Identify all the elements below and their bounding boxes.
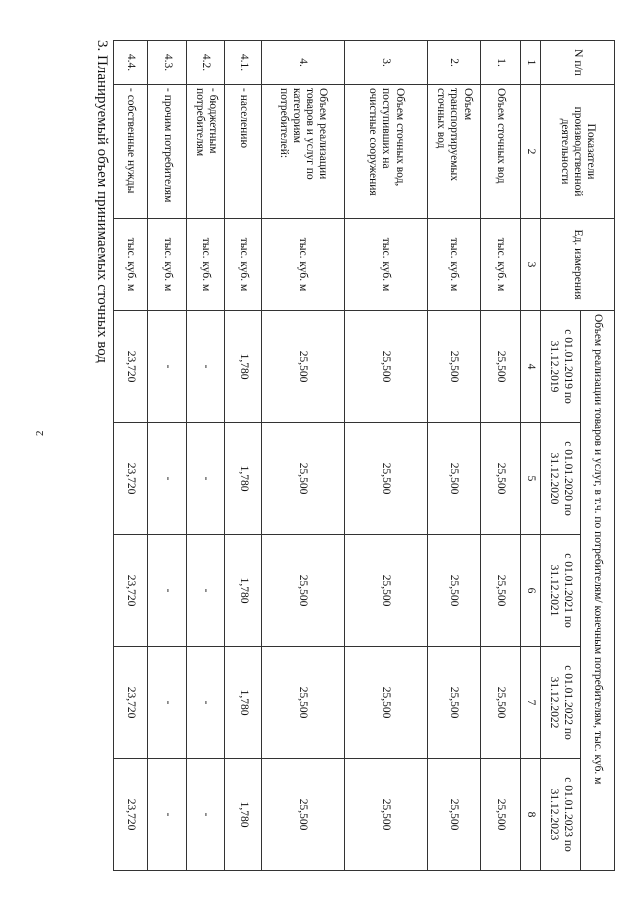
row-indicator: - бюджетным потребителям <box>186 85 224 219</box>
row-num: 4. <box>261 41 344 85</box>
row-num: 2. <box>427 41 480 85</box>
header-period: с 01.01.2020 по 31.12.2020 <box>541 423 581 535</box>
row-value: 25,500 <box>344 311 427 423</box>
row-value: 25,500 <box>344 423 427 535</box>
row-value: - <box>148 423 186 535</box>
row-indicator: Объем сточных вод <box>480 85 520 219</box>
row-value: - <box>186 311 224 423</box>
table-row <box>186 41 224 871</box>
column-index: 8 <box>521 759 541 871</box>
table-row <box>225 41 261 871</box>
section-title: 3. Планируемый объем принимаемых сточных вод <box>94 40 110 363</box>
row-num: 3. <box>344 41 427 85</box>
row-value: 25,500 <box>344 759 427 871</box>
row-indicator: - прочим потребителям <box>148 85 186 219</box>
row-value: 25,500 <box>427 535 480 647</box>
row-value: - <box>148 759 186 871</box>
column-index: 5 <box>521 423 541 535</box>
header-num: N п/п <box>541 41 615 85</box>
row-value: 25,500 <box>261 759 344 871</box>
row-value: 1,780 <box>225 423 261 535</box>
row-indicator: - собственные нужды <box>114 85 148 219</box>
row-value: 25,500 <box>480 423 520 535</box>
table-row <box>148 41 186 871</box>
row-value: - <box>148 311 186 423</box>
row-value: 23,720 <box>114 311 148 423</box>
table-row <box>114 41 148 871</box>
row-value: 23,720 <box>114 535 148 647</box>
header-period: с 01.01.2019 по 31.12.2019 <box>541 311 581 423</box>
header-period: с 01.01.2023 по 31.12.2023 <box>541 759 581 871</box>
row-num: 4.1. <box>225 41 261 85</box>
row-value: 25,500 <box>261 311 344 423</box>
row-unit: тыс. куб. м <box>114 219 148 311</box>
row-value: 25,500 <box>427 647 480 759</box>
header-indicator: Показатели производственной деятельности <box>541 85 615 219</box>
column-index: 3 <box>521 219 541 311</box>
row-value: 1,780 <box>225 647 261 759</box>
row-indicator: Объем транспортируемых сточных вод <box>427 85 480 219</box>
row-value: 25,500 <box>480 759 520 871</box>
row-value: 25,500 <box>427 759 480 871</box>
row-num: 4.3. <box>148 41 186 85</box>
planned-wastewater-table <box>113 40 615 871</box>
row-value: - <box>148 647 186 759</box>
row-unit: тыс. куб. м <box>427 219 480 311</box>
row-value: - <box>186 423 224 535</box>
row-indicator: Объем сточных вод, поступивших на очистные сооружения <box>344 85 427 219</box>
row-value: 25,500 <box>261 535 344 647</box>
row-unit: тыс. куб. м <box>480 219 520 311</box>
row-value: - <box>186 759 224 871</box>
row-value: 1,780 <box>225 759 261 871</box>
column-index: 1 <box>521 41 541 85</box>
row-indicator: - населению <box>225 85 261 219</box>
table-row <box>261 41 344 871</box>
header-volume-group: Объем реализации товаров и услуг, в т.ч. по потребителям/ конечным потребителям, тыс. куб. м <box>581 311 615 871</box>
row-value: - <box>186 535 224 647</box>
row-value: 25,500 <box>427 311 480 423</box>
row-value: 1,780 <box>225 311 261 423</box>
row-value: 25,500 <box>344 647 427 759</box>
row-value: 25,500 <box>261 423 344 535</box>
row-unit: тыс. куб. м <box>148 219 186 311</box>
column-index: 6 <box>521 535 541 647</box>
row-value: 23,720 <box>114 423 148 535</box>
header-period: с 01.01.2021 по 31.12.2021 <box>541 535 581 647</box>
table-row <box>427 41 480 871</box>
row-value: 23,720 <box>114 647 148 759</box>
column-index-row <box>521 41 541 871</box>
row-value: - <box>148 535 186 647</box>
row-value: - <box>186 647 224 759</box>
column-index: 4 <box>521 311 541 423</box>
row-unit: тыс. куб. м <box>344 219 427 311</box>
header-period: с 01.01.2022 по 31.12.2022 <box>541 647 581 759</box>
rotated-page-content <box>65 40 615 875</box>
row-num: 4.4. <box>114 41 148 85</box>
row-num: 1. <box>480 41 520 85</box>
row-indicator: Объем реализации товаров и услуг по категориям потребителей: <box>261 85 344 219</box>
row-value: 25,500 <box>480 311 520 423</box>
row-unit: тыс. куб. м <box>186 219 224 311</box>
header-unit: Ед. измерения <box>541 219 615 311</box>
row-unit: тыс. куб. м <box>261 219 344 311</box>
row-unit: тыс. куб. м <box>225 219 261 311</box>
column-index: 2 <box>521 85 541 219</box>
row-value: 25,500 <box>344 535 427 647</box>
row-value: 25,500 <box>480 647 520 759</box>
row-value: 25,500 <box>427 423 480 535</box>
table-row <box>344 41 427 871</box>
column-index: 7 <box>521 647 541 759</box>
row-value: 1,780 <box>225 535 261 647</box>
table-row <box>480 41 520 871</box>
row-value: 25,500 <box>480 535 520 647</box>
row-value: 23,720 <box>114 759 148 871</box>
row-value: 25,500 <box>261 647 344 759</box>
row-num: 4.2. <box>186 41 224 85</box>
page-number: 2 <box>34 430 46 436</box>
